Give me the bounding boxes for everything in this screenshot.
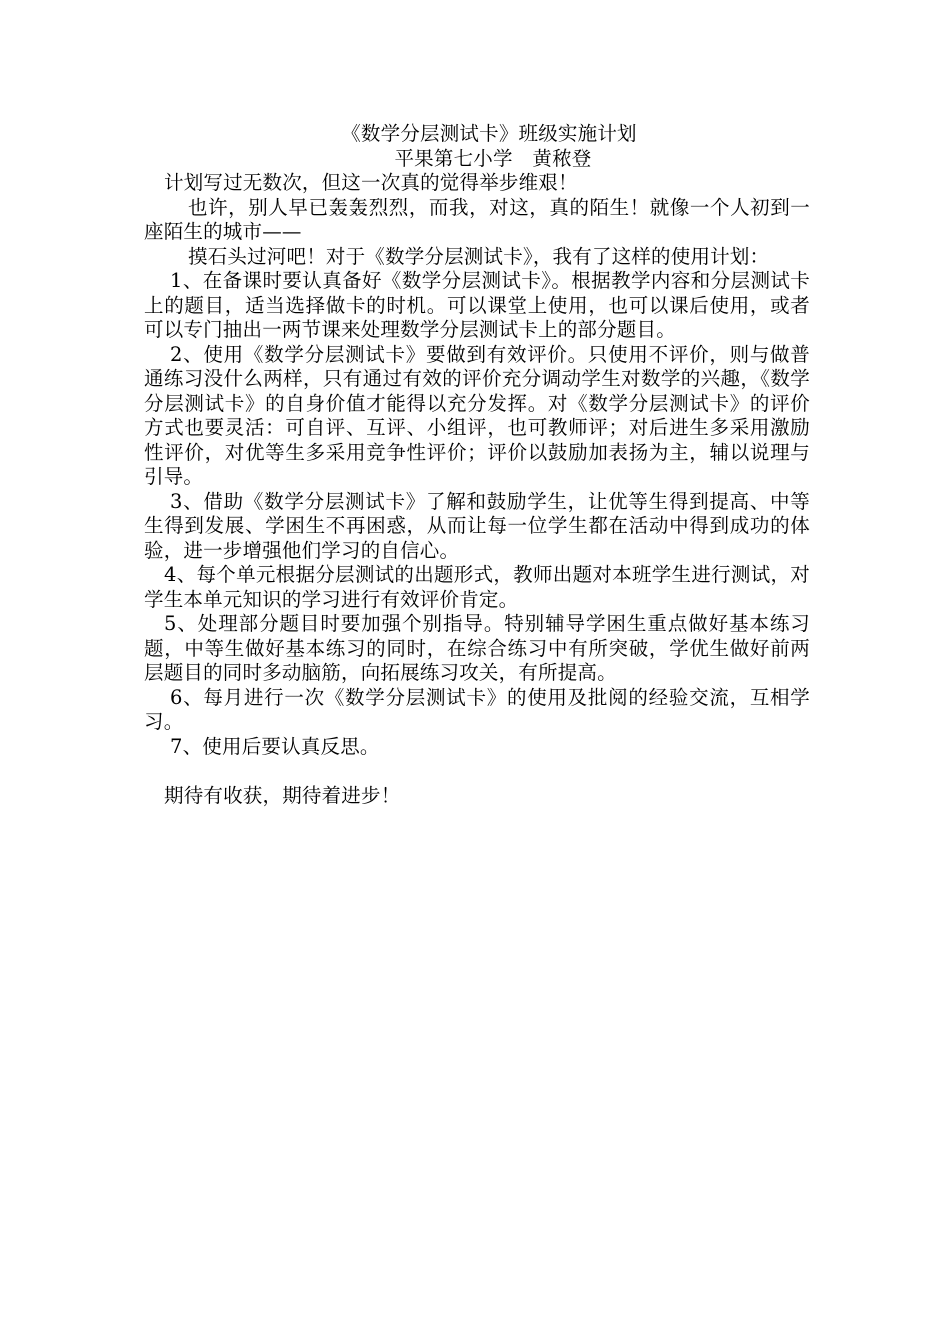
document-page <box>144 122 810 808</box>
paragraph-plan-lead: 摸石头过河吧！对于《数学分层测试卡》，我有了这样的使用计划： <box>188 244 770 268</box>
closing-line: 期待有收获，期待着进步！ <box>164 783 401 807</box>
plan-item-3: 3、借助《数学分层测试卡》了解和鼓励学生，让优等生得到提高、中等生得到发展、学困生不再困惑，从而让每一位学生都在活动中得到成功的体验，进一步增强他们学习的自信心。 <box>144 489 810 562</box>
plan-item-4: 4、每个单元根据分层测试的出题形式，教师出题对本班学生进行测试，对学生本单元知识的学习进行有效评价肯定。 <box>144 563 810 611</box>
paragraph-feeling: 也许，别人早已轰轰烈烈，而我，对这，真的陌生！就像一个人初到一座陌生的城市—— <box>144 195 810 243</box>
plan-item-1: 1、在备课时要认真备好《数学分层测试卡》。根据教学内容和分层测试卡上的题目，适当选择做卡的时机。可以课堂上使用，也可以课后使用，或者可以专门抽出一两节课来处理数学分层测试卡上的部分题目。 <box>144 269 810 341</box>
blank-line <box>144 759 810 784</box>
plan-item-6: 6、每月进行一次《数学分层测试卡》的使用及批阅的经验交流，互相学习。 <box>144 685 810 733</box>
plan-item-7: 7、使用后要认真反思。 <box>170 734 380 758</box>
plan-item-2: 2、使用《数学分层测试卡》要做到有效评价。只使用不评价，则与做普通练习没什么两样，只有通过有效的评价充分调动学生对数学的兴趣，《数学分层测试卡》的自身价值才能得以充分发挥。对《数学分层测试卡》的评价方式也要灵活：可自评、互评、小组评，也可教师评；对后进生多采用激励性评价，对优等生多采用竞争性评价；评价以鼓励加表扬为主，辅以说理与引导。 <box>144 342 810 488</box>
author-line: 平果第七小学 黄秾登 <box>394 146 592 170</box>
paragraph-intro: 计划写过无数次，但这一次真的觉得举步维艰！ <box>164 171 578 194</box>
document-title: 《数学分层测试卡》班级实施计划 <box>341 122 637 145</box>
plan-item-5: 5、处理部分题目时要加强个别指导。特别辅导学困生重点做好基本练习题，中等生做好基本练习的同时，在综合练习中有所突破，学优生做好前两层题目的同时多动脑筋，向拓展练习攻关，有所提高。 <box>144 612 810 684</box>
